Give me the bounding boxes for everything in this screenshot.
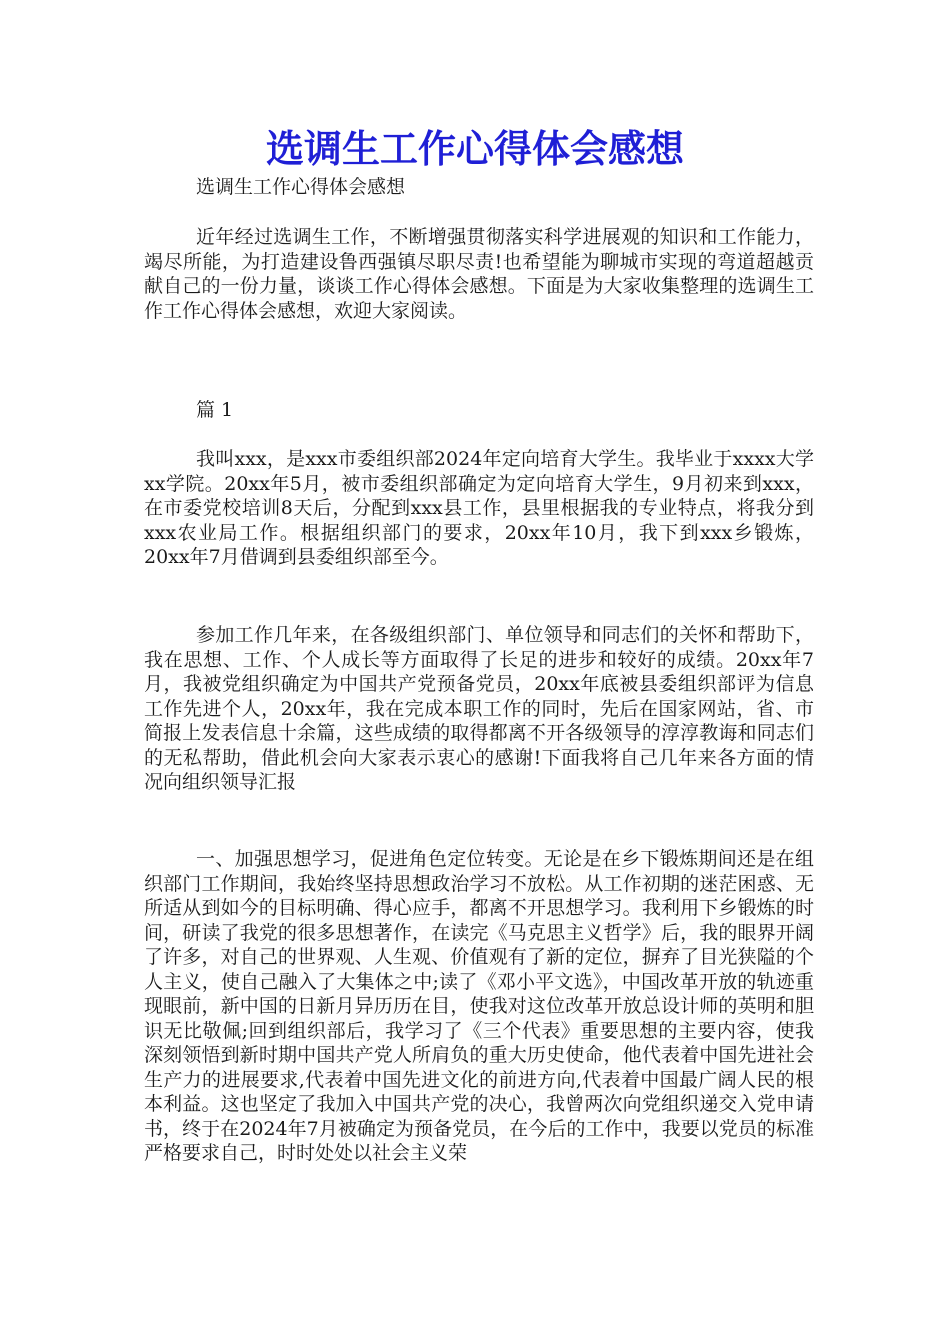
section-label: 篇 1 <box>196 399 234 421</box>
body-paragraph: 一、加强思想学习，促进角色定位转变。无论是在乡下锻炼期间还是在组织部门工作期间，我始终坚持思想政治学习不放松。从工作初期的迷茫困惑、无所适从到如今的目标明确、得心应手，都离不开思想学习。我利用下乡锻炼的时间，研读了我党的很多思想著作，在读完《马克思主义哲学》后，我的眼界开阔了许多，对自己的世界观、人生观、价值观有了新的定位，摒弃了目光狭隘的个人主义，使自己融入了大集体之中;读了《邓小平文选》，中国改革开放的轨迹重现眼前，新中国的日新月异历历在目，使我对这位改革开放总设计师的英明和胆识无比敬佩;回到组织部后，我学习了《三个代表》重要思想的主要内容，使我深刻领悟到新时期中国共产党人所肩负的重大历史使命，他代表着中国先进社会生产力的进展要求,代表着中国先进文化的前进方向,代表着中国最广阔人民的根本利益。这也坚定了我加入中国共产党的决心，我曾两次向党组织递交入党申请书，终于在2024年7月被确定为预备党员，在今后的工作中，我要以党员的标准严格要求自己，时时处处以社会主义荣 <box>144 848 814 1164</box>
body-paragraph: 参加工作几年来，在各级组织部门、单位领导和同志们的关怀和帮助下，我在思想、工作、个人成长等方面取得了长足的进步和较好的成绩。20xx年7月，我被党组织确定为中国共产党预备党员，20xx年底被县委组织部评为信息工作先进个人，20xx年，我在完成本职工作的同时，先后在国家网站，省、市简报上发表信息十余篇，这些成绩的取得都离不开各级领导的淳淳教诲和同志们的无私帮助，借此机会向大家表示衷心的感谢!下面我将自己几年来各方面的情况向组织领导汇报 <box>144 624 814 793</box>
document-subtitle: 选调生工作心得体会感想 <box>196 176 406 198</box>
body-paragraph: 我叫xxx，是xxx市委组织部2024年定向培育大学生。我毕业于xxxx大学xx学院。20xx年5月，被市委组织部确定为定向培育大学生，9月初来到xxx，在市委党校培训8天后，分配到xxx县工作，县里根据我的专业特点，将我分到xxx农业局工作。根据组织部门的要求，20xx年10月，我下到xxx乡锻炼，20xx年7月借调到县委组织部至今。 <box>144 448 814 568</box>
document-title: 选调生工作心得体会感想 <box>265 126 684 171</box>
intro-paragraph: 近年经过选调生工作，不断增强贯彻落实科学进展观的知识和工作能力，竭尽所能，为打造建设鲁西强镇尽职尽责!也希望能为聊城市实现的弯道超越贡献自己的一份力量，谈谈工作心得体会感想。下面是为大家收集整理的选调生工作工作心得体会感想，欢迎大家阅读。 <box>144 226 814 322</box>
